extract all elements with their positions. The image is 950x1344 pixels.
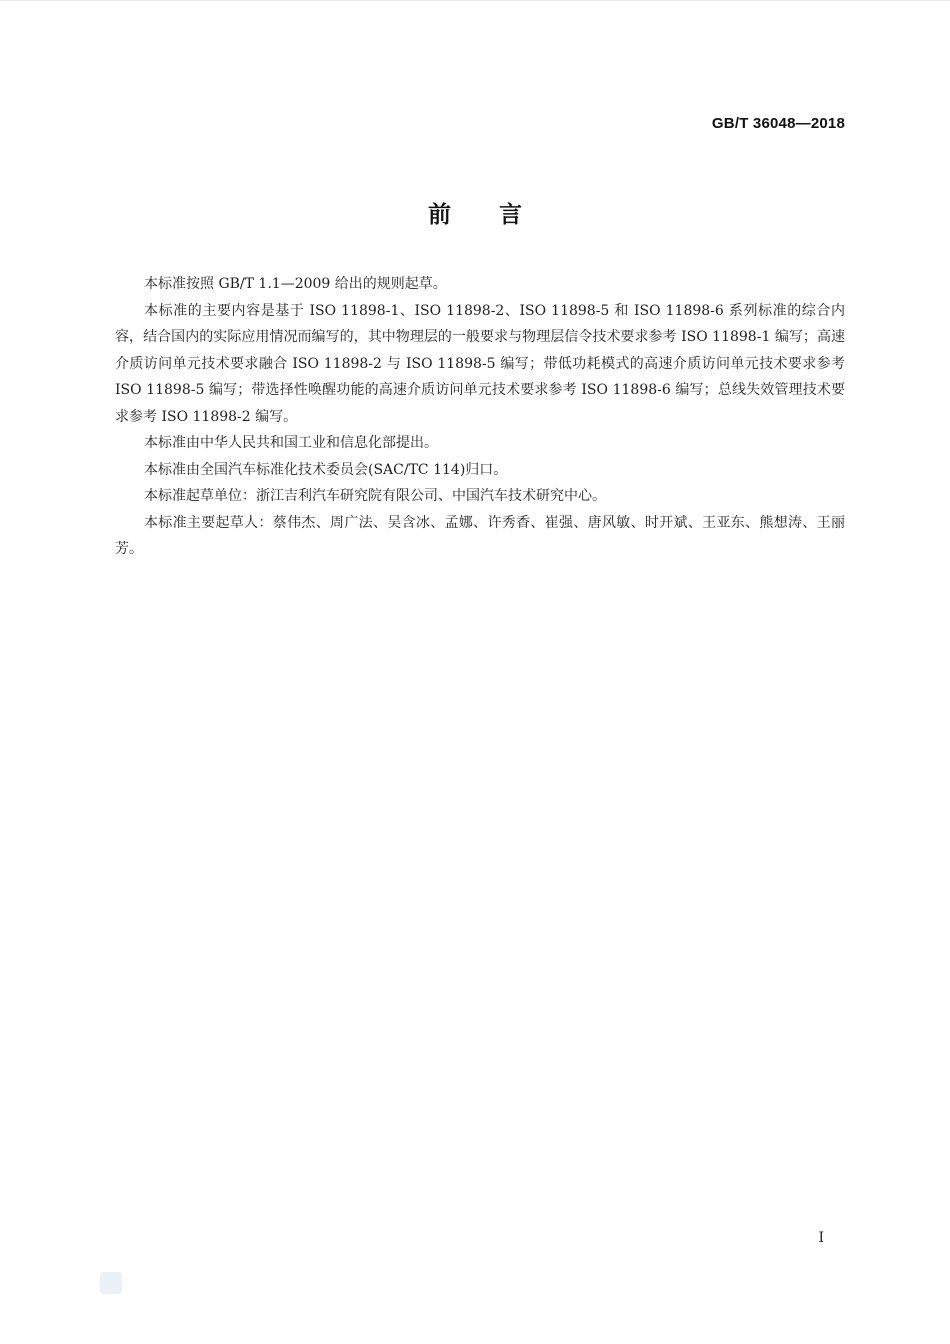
page-title: 前言 [428, 202, 570, 228]
scanner-watermark-icon [100, 1272, 122, 1294]
standard-number: GB/T 36048—2018 [711, 115, 845, 132]
page-number: I [818, 1230, 824, 1246]
paragraph-main-content: 本标准的主要内容是基于 ISO 11898-1、ISO 11898-2、ISO 11898-5 和 ISO 11898-6 系列标准的综合内容，结合国内的实际应用情况而编写的，其中物理层的一般要求与物理层信令技术要求参考 ISO 11898-1 编写；高速介质访问单元技术要求融合 ISO 11898-2 与 ISO 11898-5 编写；带低功耗模式的高速介质访问单元技术要求参考 ISO 11898-5 编写；带选择性唤醒功能的高速介质访问单元技术要求参考 ISO 11898-6 编写；总线失效管理技术要求参考 ISO 11898-2 编写。 [115, 302, 845, 425]
paragraph-drafting-units: 本标准起草单位：浙江吉利汽车研究院有限公司、中国汽车技术研究中心。 [144, 488, 606, 504]
page-top-edge [0, 0, 950, 1]
foreword-body [115, 271, 845, 563]
paragraph-administrator: 本标准由全国汽车标准化技术委员会(SAC/TC 114)归口。 [144, 461, 508, 478]
paragraph-drafters: 本标准主要起草人：蔡伟杰、周广法、吴含冰、孟娜、许秀香、崔强、唐风敏、时开斌、王亚东、熊想涛、王丽芳。 [115, 514, 845, 557]
paragraph-drafting-rules: 本标准按照 GB/T 1.1—2009 给出的规则起草。 [144, 276, 447, 292]
paragraph-proposer: 本标准由中华人民共和国工业和信息化部提出。 [144, 435, 438, 451]
